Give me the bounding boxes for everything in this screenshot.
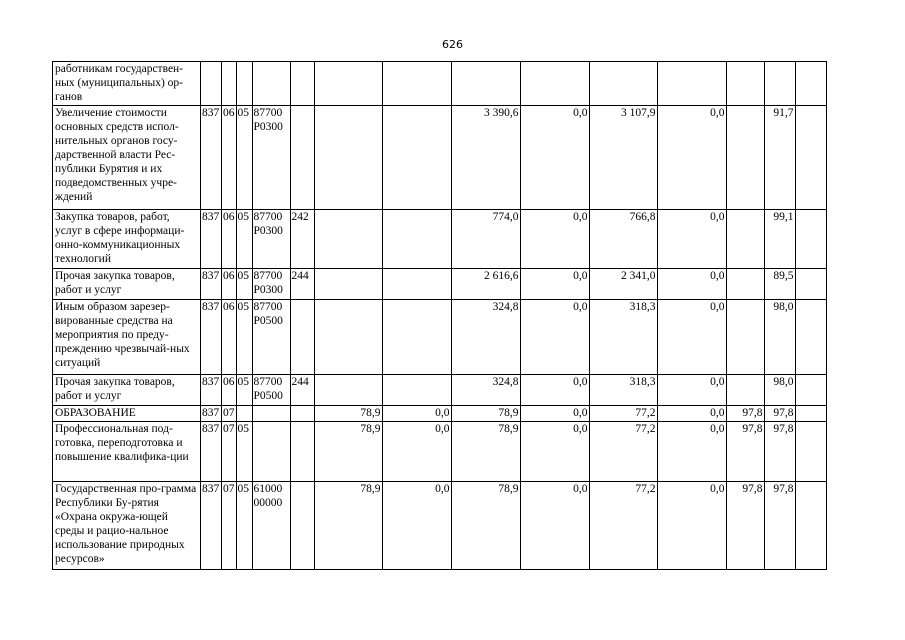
- expense-type-code-cell: [290, 406, 314, 422]
- value-cell-9: [795, 269, 826, 300]
- target-article-code-cell: [252, 62, 290, 106]
- value-cell-4: 0,0: [520, 106, 589, 210]
- value-cell-5: 77,2: [589, 482, 657, 570]
- value-cell-7: [726, 62, 764, 106]
- value-cell-9: [795, 300, 826, 375]
- table-row: [53, 482, 827, 570]
- value-cell-2: [382, 269, 451, 300]
- ministry-code-cell: 837: [201, 106, 222, 210]
- value-cell-6: 0,0: [657, 106, 726, 210]
- value-cell-2: 0,0: [382, 482, 451, 570]
- value-cell-2: [382, 62, 451, 106]
- value-cell-9: [795, 210, 826, 269]
- value-cell-3: 78,9: [451, 482, 520, 570]
- table-row: [53, 300, 827, 375]
- value-cell-1: [314, 300, 382, 375]
- ministry-code-cell: 837: [201, 269, 222, 300]
- value-cell-1: [314, 269, 382, 300]
- value-cell-6: 0,0: [657, 482, 726, 570]
- ministry-code-cell: 837: [201, 406, 222, 422]
- value-cell-1: [314, 375, 382, 406]
- value-cell-3: 78,9: [451, 406, 520, 422]
- subsection-code-cell: 05: [236, 300, 252, 375]
- value-cell-6: 0,0: [657, 406, 726, 422]
- subsection-code-cell: [236, 62, 252, 106]
- value-cell-2: [382, 210, 451, 269]
- value-cell-4: 0,0: [520, 269, 589, 300]
- expense-type-code-cell: [290, 106, 314, 210]
- value-cell-3: 324,8: [451, 375, 520, 406]
- budget-table: [52, 61, 827, 570]
- value-cell-5: 318,3: [589, 300, 657, 375]
- value-cell-6: 0,0: [657, 375, 726, 406]
- value-cell-9: [795, 482, 826, 570]
- value-cell-1: 78,9: [314, 482, 382, 570]
- value-cell-3: 78,9: [451, 422, 520, 482]
- section-code-cell: 06: [222, 375, 237, 406]
- value-cell-4: 0,0: [520, 406, 589, 422]
- target-article-code-cell: 61000 00000: [252, 482, 290, 570]
- ministry-code-cell: 837: [201, 210, 222, 269]
- row-name-cell: ОБРАЗОВАНИЕ: [53, 406, 201, 422]
- section-code-cell: 06: [222, 269, 237, 300]
- value-cell-1: [314, 210, 382, 269]
- subsection-code-cell: 05: [236, 422, 252, 482]
- subsection-code-cell: 05: [236, 210, 252, 269]
- section-code-cell: 07: [222, 406, 237, 422]
- row-name-cell: Увеличение стоимости основных средств испол-нительных органов госу-дарственной власти Рес-публики Бурятия и их подведомственных учре-ждений: [53, 106, 201, 210]
- value-cell-2: [382, 106, 451, 210]
- target-article-code-cell: [252, 422, 290, 482]
- subsection-code-cell: 05: [236, 375, 252, 406]
- row-name-cell: Государственная про-грамма Республики Бу-рятия «Охрана окружа-ющей среды и рацио-нальное использование природных ресурсов»: [53, 482, 201, 570]
- value-cell-6: 0,0: [657, 269, 726, 300]
- row-name-cell: работникам государствен-ных (муниципальных) ор-ганов: [53, 62, 201, 106]
- value-cell-8: 91,7: [764, 106, 795, 210]
- ministry-code-cell: 837: [201, 300, 222, 375]
- value-cell-9: [795, 422, 826, 482]
- target-article-code-cell: 87700 Р0300: [252, 210, 290, 269]
- section-code-cell: 07: [222, 482, 237, 570]
- value-cell-7: [726, 210, 764, 269]
- value-cell-4: 0,0: [520, 300, 589, 375]
- expense-type-code-cell: [290, 300, 314, 375]
- value-cell-9: [795, 106, 826, 210]
- value-cell-8: 99,1: [764, 210, 795, 269]
- table-row: [53, 106, 827, 210]
- value-cell-6: 0,0: [657, 300, 726, 375]
- row-name-cell: Иным образом зарезер-вированные средства на мероприятия по преду-преждению чрезвычай-ных ситуаций: [53, 300, 201, 375]
- value-cell-8: 97,8: [764, 482, 795, 570]
- value-cell-5: 77,2: [589, 406, 657, 422]
- value-cell-3: 324,8: [451, 300, 520, 375]
- value-cell-7: 97,8: [726, 482, 764, 570]
- ministry-code-cell: [201, 62, 222, 106]
- value-cell-2: [382, 300, 451, 375]
- value-cell-8: 89,5: [764, 269, 795, 300]
- section-code-cell: 06: [222, 106, 237, 210]
- value-cell-1: [314, 106, 382, 210]
- value-cell-5: [589, 62, 657, 106]
- row-name-cell: Прочая закупка товаров, работ и услуг: [53, 375, 201, 406]
- value-cell-3: 3 390,6: [451, 106, 520, 210]
- section-code-cell: 07: [222, 422, 237, 482]
- expense-type-code-cell: [290, 422, 314, 482]
- subsection-code-cell: [236, 406, 252, 422]
- expense-type-code-cell: [290, 482, 314, 570]
- value-cell-6: 0,0: [657, 210, 726, 269]
- target-article-code-cell: 87700 Р0300: [252, 269, 290, 300]
- ministry-code-cell: 837: [201, 375, 222, 406]
- row-name-cell: Прочая закупка товаров, работ и услуг: [53, 269, 201, 300]
- expense-type-code-cell: 242: [290, 210, 314, 269]
- target-article-code-cell: 87700 Р0300: [252, 106, 290, 210]
- subsection-code-cell: 05: [236, 269, 252, 300]
- target-article-code-cell: 87700 Р0500: [252, 300, 290, 375]
- value-cell-7: [726, 106, 764, 210]
- page-number: 626: [442, 38, 463, 51]
- value-cell-5: 318,3: [589, 375, 657, 406]
- table-row: [53, 422, 827, 482]
- value-cell-4: 0,0: [520, 375, 589, 406]
- subsection-code-cell: 05: [236, 106, 252, 210]
- value-cell-5: 766,8: [589, 210, 657, 269]
- section-code-cell: 06: [222, 300, 237, 375]
- value-cell-8: 97,8: [764, 406, 795, 422]
- value-cell-8: 98,0: [764, 375, 795, 406]
- value-cell-8: 97,8: [764, 422, 795, 482]
- value-cell-4: 0,0: [520, 210, 589, 269]
- target-article-code-cell: [252, 406, 290, 422]
- target-article-code-cell: 87700 Р0500: [252, 375, 290, 406]
- value-cell-5: 2 341,0: [589, 269, 657, 300]
- value-cell-6: [657, 62, 726, 106]
- value-cell-2: 0,0: [382, 406, 451, 422]
- value-cell-2: [382, 375, 451, 406]
- value-cell-7: 97,8: [726, 406, 764, 422]
- value-cell-1: 78,9: [314, 406, 382, 422]
- value-cell-4: 0,0: [520, 482, 589, 570]
- value-cell-1: 78,9: [314, 422, 382, 482]
- value-cell-8: 98,0: [764, 300, 795, 375]
- expense-type-code-cell: 244: [290, 375, 314, 406]
- table-row: [53, 375, 827, 406]
- value-cell-6: 0,0: [657, 422, 726, 482]
- value-cell-9: [795, 406, 826, 422]
- ministry-code-cell: 837: [201, 482, 222, 570]
- ministry-code-cell: 837: [201, 422, 222, 482]
- value-cell-3: 2 616,6: [451, 269, 520, 300]
- row-name-cell: Закупка товаров, работ, услуг в сфере информаци-онно-коммуникационных технологий: [53, 210, 201, 269]
- expense-type-code-cell: 244: [290, 269, 314, 300]
- subsection-code-cell: 05: [236, 482, 252, 570]
- expense-type-code-cell: [290, 62, 314, 106]
- table-body: [53, 62, 827, 570]
- value-cell-8: [764, 62, 795, 106]
- value-cell-7: [726, 300, 764, 375]
- value-cell-3: 774,0: [451, 210, 520, 269]
- section-code-cell: 06: [222, 210, 237, 269]
- value-cell-9: [795, 375, 826, 406]
- section-code-cell: [222, 62, 237, 106]
- row-name-cell: Профессиональная под-готовка, переподготовка и повышение квалифика-ции: [53, 422, 201, 482]
- table-row: [53, 406, 827, 422]
- table-row: [53, 210, 827, 269]
- value-cell-2: 0,0: [382, 422, 451, 482]
- table-row: [53, 62, 827, 106]
- value-cell-7: [726, 269, 764, 300]
- value-cell-5: 77,2: [589, 422, 657, 482]
- value-cell-1: [314, 62, 382, 106]
- value-cell-9: [795, 62, 826, 106]
- value-cell-4: [520, 62, 589, 106]
- value-cell-4: 0,0: [520, 422, 589, 482]
- table-row: [53, 269, 827, 300]
- value-cell-7: [726, 375, 764, 406]
- value-cell-7: 97,8: [726, 422, 764, 482]
- value-cell-3: [451, 62, 520, 106]
- value-cell-5: 3 107,9: [589, 106, 657, 210]
